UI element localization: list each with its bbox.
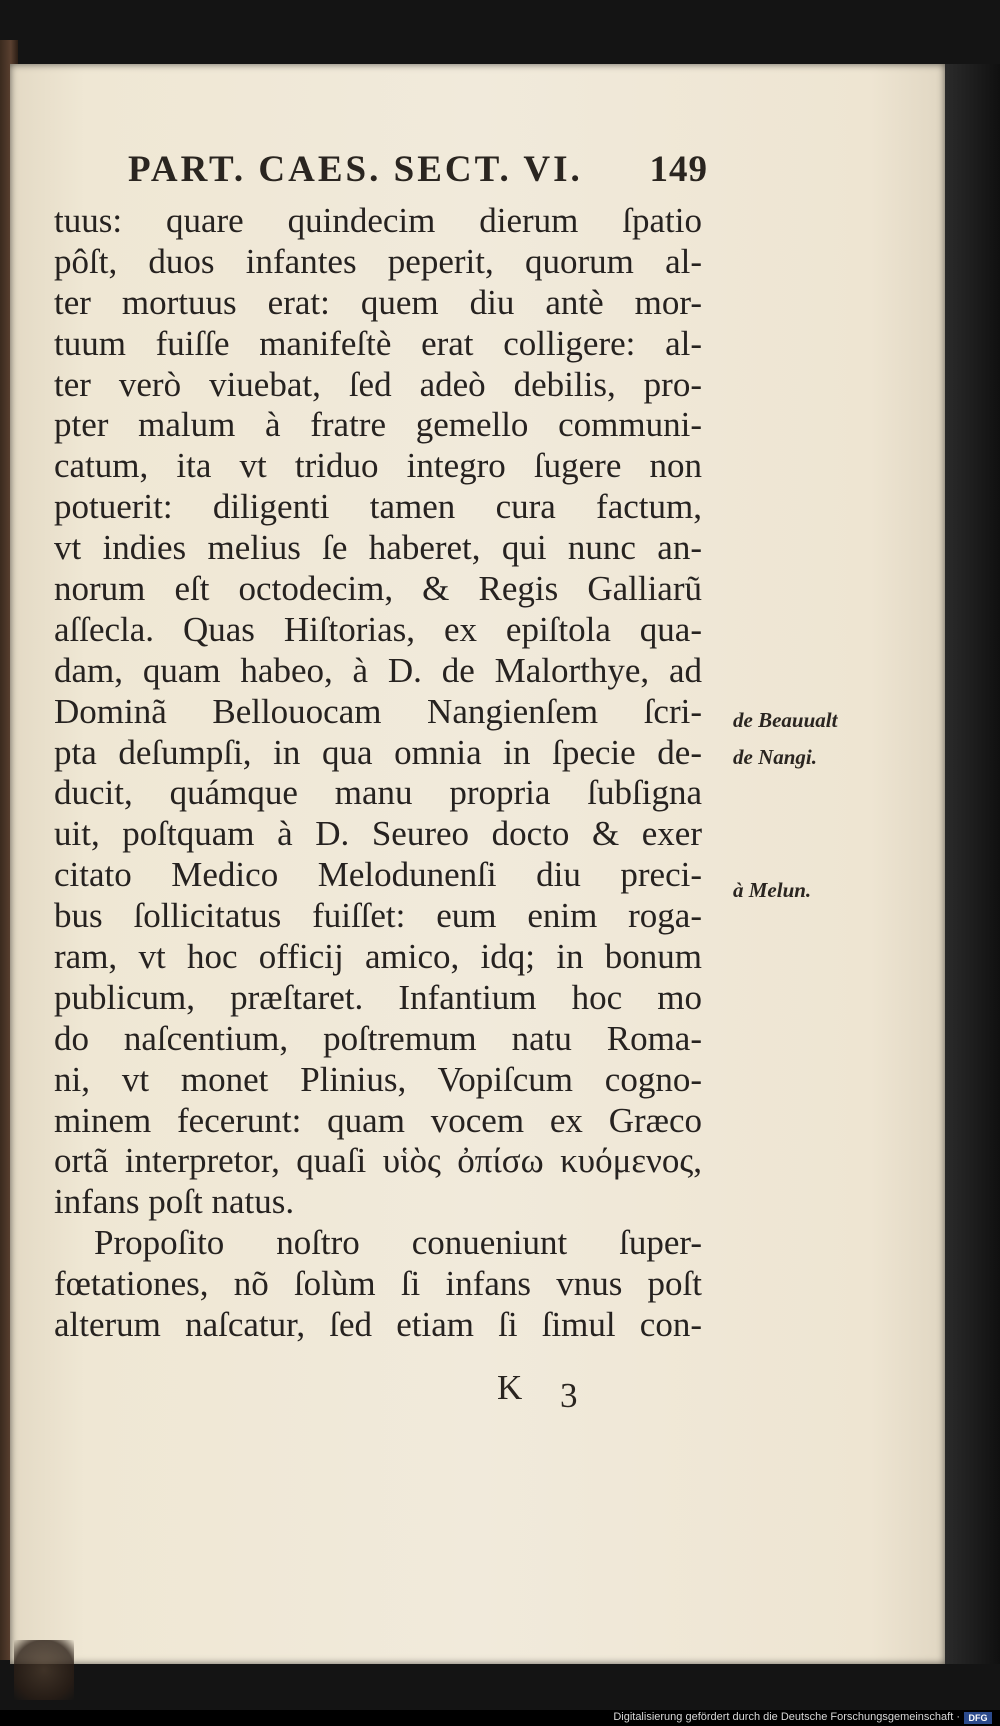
signature-letter: K <box>497 1368 523 1407</box>
main-text-block <box>54 201 702 1346</box>
text-line: ram, vt hoc officij amico, idq; in bonum <box>54 937 702 977</box>
text-line: catum, ita vt triduo integro ſugere non <box>54 446 702 486</box>
text-line: Dominã Bellouocam Nangienſem ſcri- <box>54 691 702 731</box>
text-line: do naſcentium, poſtremum natu Roma- <box>54 1018 702 1058</box>
text-line: tuum fuiſſe manifeſtè erat colligere: al- <box>54 323 702 363</box>
text-line: infans poſt natus. <box>54 1182 295 1222</box>
marginal-note: de Beauualt <box>733 708 838 732</box>
page-number: 149 <box>649 149 708 190</box>
text-line: publicum, præſtaret. Infantium hoc mo <box>54 977 702 1017</box>
text-line: tuus: quare quindecim dierum ſpatio <box>54 201 702 240</box>
text-line: ter mortuus erat: quem diu antè mor- <box>54 282 702 322</box>
text-line: citato Medico Melodunenſi diu preci- <box>54 855 702 895</box>
text-line: norum eſt octodecim, & Regis Galliarũ <box>54 569 702 609</box>
marginal-note: à Melun. <box>733 878 812 902</box>
text-line: ni, vt monet Plinius, Vopiſcum cogno- <box>54 1059 702 1099</box>
text-line: vt indies melius ſe haberet, qui nunc an- <box>54 528 702 568</box>
page-outer-shadow <box>945 64 1000 1664</box>
text-line: aſſecla. Quas Hiſtorias, ex epiſtola qua- <box>54 609 702 649</box>
text-line: alterum naſcatur, ſed etiam ſi ſimul con- <box>54 1305 702 1345</box>
running-title: PART. CAES. SECT. VI. <box>128 149 583 190</box>
text-line: ducit, quámque manu propria ſubſigna <box>54 773 702 813</box>
paragraph-first-line: Propoſito noſtro conueniunt ſuper- <box>94 1223 702 1263</box>
text-line: bus ſollicitatus fuiſſet: eum enim roga- <box>54 896 702 936</box>
text-line: pta deſumpſi, in qua omnia in ſpecie de- <box>54 732 702 772</box>
dfg-logo: DFG <box>964 1712 992 1724</box>
text-line: dam, quam habeo, à D. de Malorthye, ad <box>54 650 702 690</box>
text-line: fœtationes, nõ ſolùm ſi infans vnus poſt <box>54 1264 702 1304</box>
text-line: potuerit: diligenti tamen cura factum, <box>54 487 702 527</box>
running-header <box>128 148 708 198</box>
text-line: pter malum à fratre gemello communi- <box>54 405 702 445</box>
text-line: ortã interpretor, quaſi υἱὸς ὀπίσω κυόμενος, <box>54 1141 702 1181</box>
text-line: uit, poſtquam à D. Seureo docto & exer <box>54 814 702 854</box>
funding-credit: Digitalisierung gefördert durch die Deutsche Forschungsgemeinschaft · <box>613 1711 960 1723</box>
signature-mark <box>497 1368 617 1415</box>
text-line: pôſt, duos infantes peperit, quorum al- <box>54 241 702 281</box>
binding-stain <box>14 1640 74 1700</box>
marginal-note: de Nangi. <box>733 745 817 769</box>
text-line: minem fecerunt: quam vocem ex Græco <box>54 1100 702 1140</box>
text-line: ter verò viuebat, ſed adeò debilis, pro- <box>54 364 702 404</box>
signature-leaf-number: 3 <box>560 1376 578 1415</box>
